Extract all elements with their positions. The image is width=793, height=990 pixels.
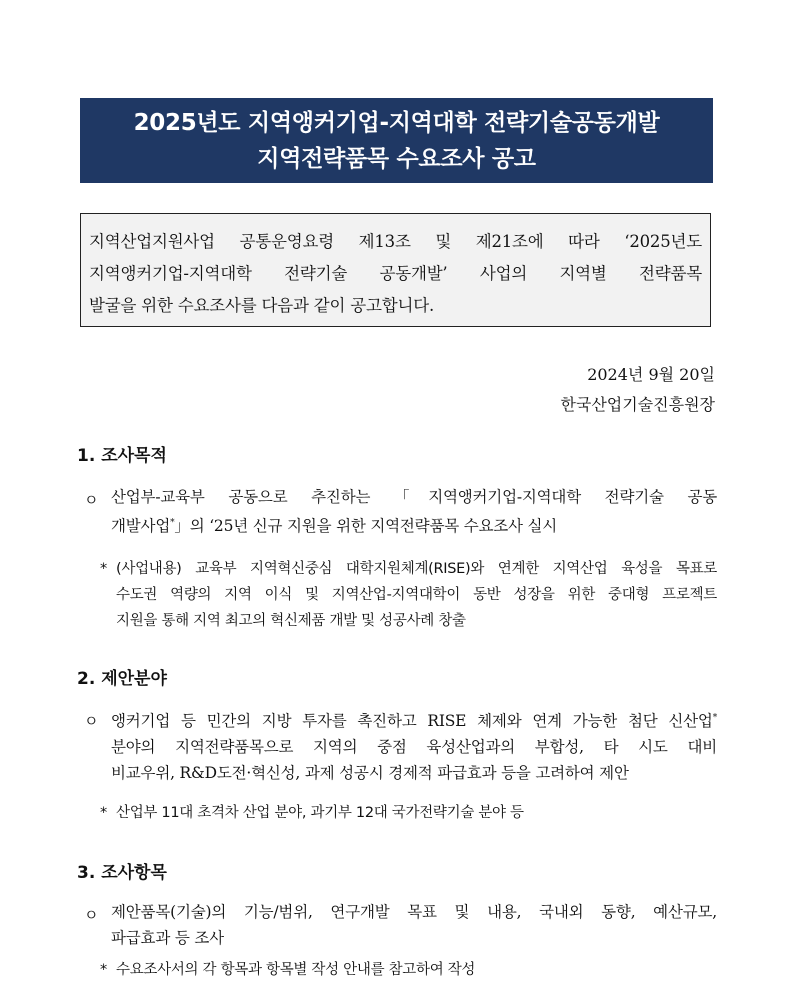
note-asterisk: * [100, 561, 107, 577]
announcement-date: 2024년 9월 20일 [587, 365, 715, 384]
section-2-body-line-2: 분야의 지역전략품목으로 지역의 중점 육성산업과의 부합성, 타 시도 대비 [111, 738, 717, 757]
intro-line-2: 지역앵커기업-지역대학 전략기술 공동개발’ 사업의 지역별 전략품목 [89, 264, 702, 283]
section-2-body-line-1a: 앵커기업 등 민간의 지방 투자를 촉진하고 RISE 체제와 연계 가능한 첨단 신산업 [111, 712, 713, 731]
section-2-note-line-1: 산업부 11대 초격차 산업 분야, 과기부 12대 국가전략기술 분야 등 [116, 805, 524, 821]
section-1-body-line-2 [111, 510, 717, 539]
note-asterisk: * [100, 805, 107, 821]
section-1-note-line-1: (사업내용) 교육부 지역혁신중심 대학지원체계(RISE)와 연계한 지역산업 육성을 목표로 [116, 561, 717, 577]
section-1-body-line-1: 산업부-교육부 공동으로 추진하는 「지역앵커기업-지역대학 전략기술 공동 [111, 488, 717, 506]
section-1-body-line-2a: 개발사업 [111, 517, 171, 536]
section-1-note-line-3: 지원을 통해 지역 최고의 혁신제품 개발 및 성공사례 창출 [116, 613, 466, 629]
issuer-name: 한국산업기술진흥원장 [560, 395, 715, 414]
footnote-marker: * [712, 713, 717, 723]
intro-summary-box [80, 213, 711, 327]
section-1-title: 1. 조사목적 [77, 446, 167, 466]
announcement-title-banner [80, 98, 713, 183]
date-issuer-block [560, 360, 715, 420]
title-line-1: 2025년도 지역앵커기업-지역대학 전략기술공동개발 [133, 109, 660, 136]
section-2-body [111, 705, 717, 786]
section-1-body-line-2b: 」의 ‘25년 신규 지원을 위한 지역전략품목 수요조사 실시 [174, 517, 558, 536]
section-3-body-line-1: 제안품목(기술)의 기능/범위, 연구개발 목표 및 내용, 국내외 동향, 예산규모, [111, 903, 717, 921]
section-3-title: 3. 조사항목 [77, 863, 167, 883]
section-3-note-text [116, 957, 717, 983]
section-1-note [100, 556, 717, 634]
section-2-note-text [116, 800, 717, 826]
section-2-title: 2. 제안분야 [77, 669, 167, 689]
note-asterisk: * [100, 962, 107, 978]
section-3-bullet: ㅇ [84, 906, 99, 924]
section-3-body [111, 899, 717, 951]
section-1-body [111, 484, 717, 539]
section-3-note [100, 957, 717, 983]
section-2-bullet: ㅇ [84, 712, 99, 730]
title-line-2: 지역전략품목 수요조사 공고 [257, 145, 536, 172]
section-2-body-line-3: 비교우위, R&D도전·혁신성, 과제 성공시 경제적 파급효과 등을 고려하여 제안 [111, 764, 629, 783]
section-3-body-line-2: 파급효과 등 조사 [111, 929, 224, 947]
section-1-note-line-2: 수도권 역량의 지역 이식 및 지역산업-지역대학이 동반 성장을 위한 중대형 프로젝트 [116, 587, 717, 603]
intro-line-3: 발굴을 위한 수요조사를 다음과 같이 공고합니다. [89, 296, 435, 315]
section-2-body-line-1 [111, 705, 717, 734]
section-3-note-line-1: 수요조사서의 각 항목과 항목별 작성 안내를 참고하여 작성 [116, 962, 476, 978]
intro-line-1: 지역산업지원사업 공통운영요령 제13조 및 제21조에 따라 ‘2025년도 [89, 232, 702, 251]
footnote-marker: * [170, 518, 175, 528]
section-1-note-text [116, 556, 717, 634]
section-2-note [100, 800, 717, 826]
section-1-bullet: ㅇ [84, 491, 99, 509]
